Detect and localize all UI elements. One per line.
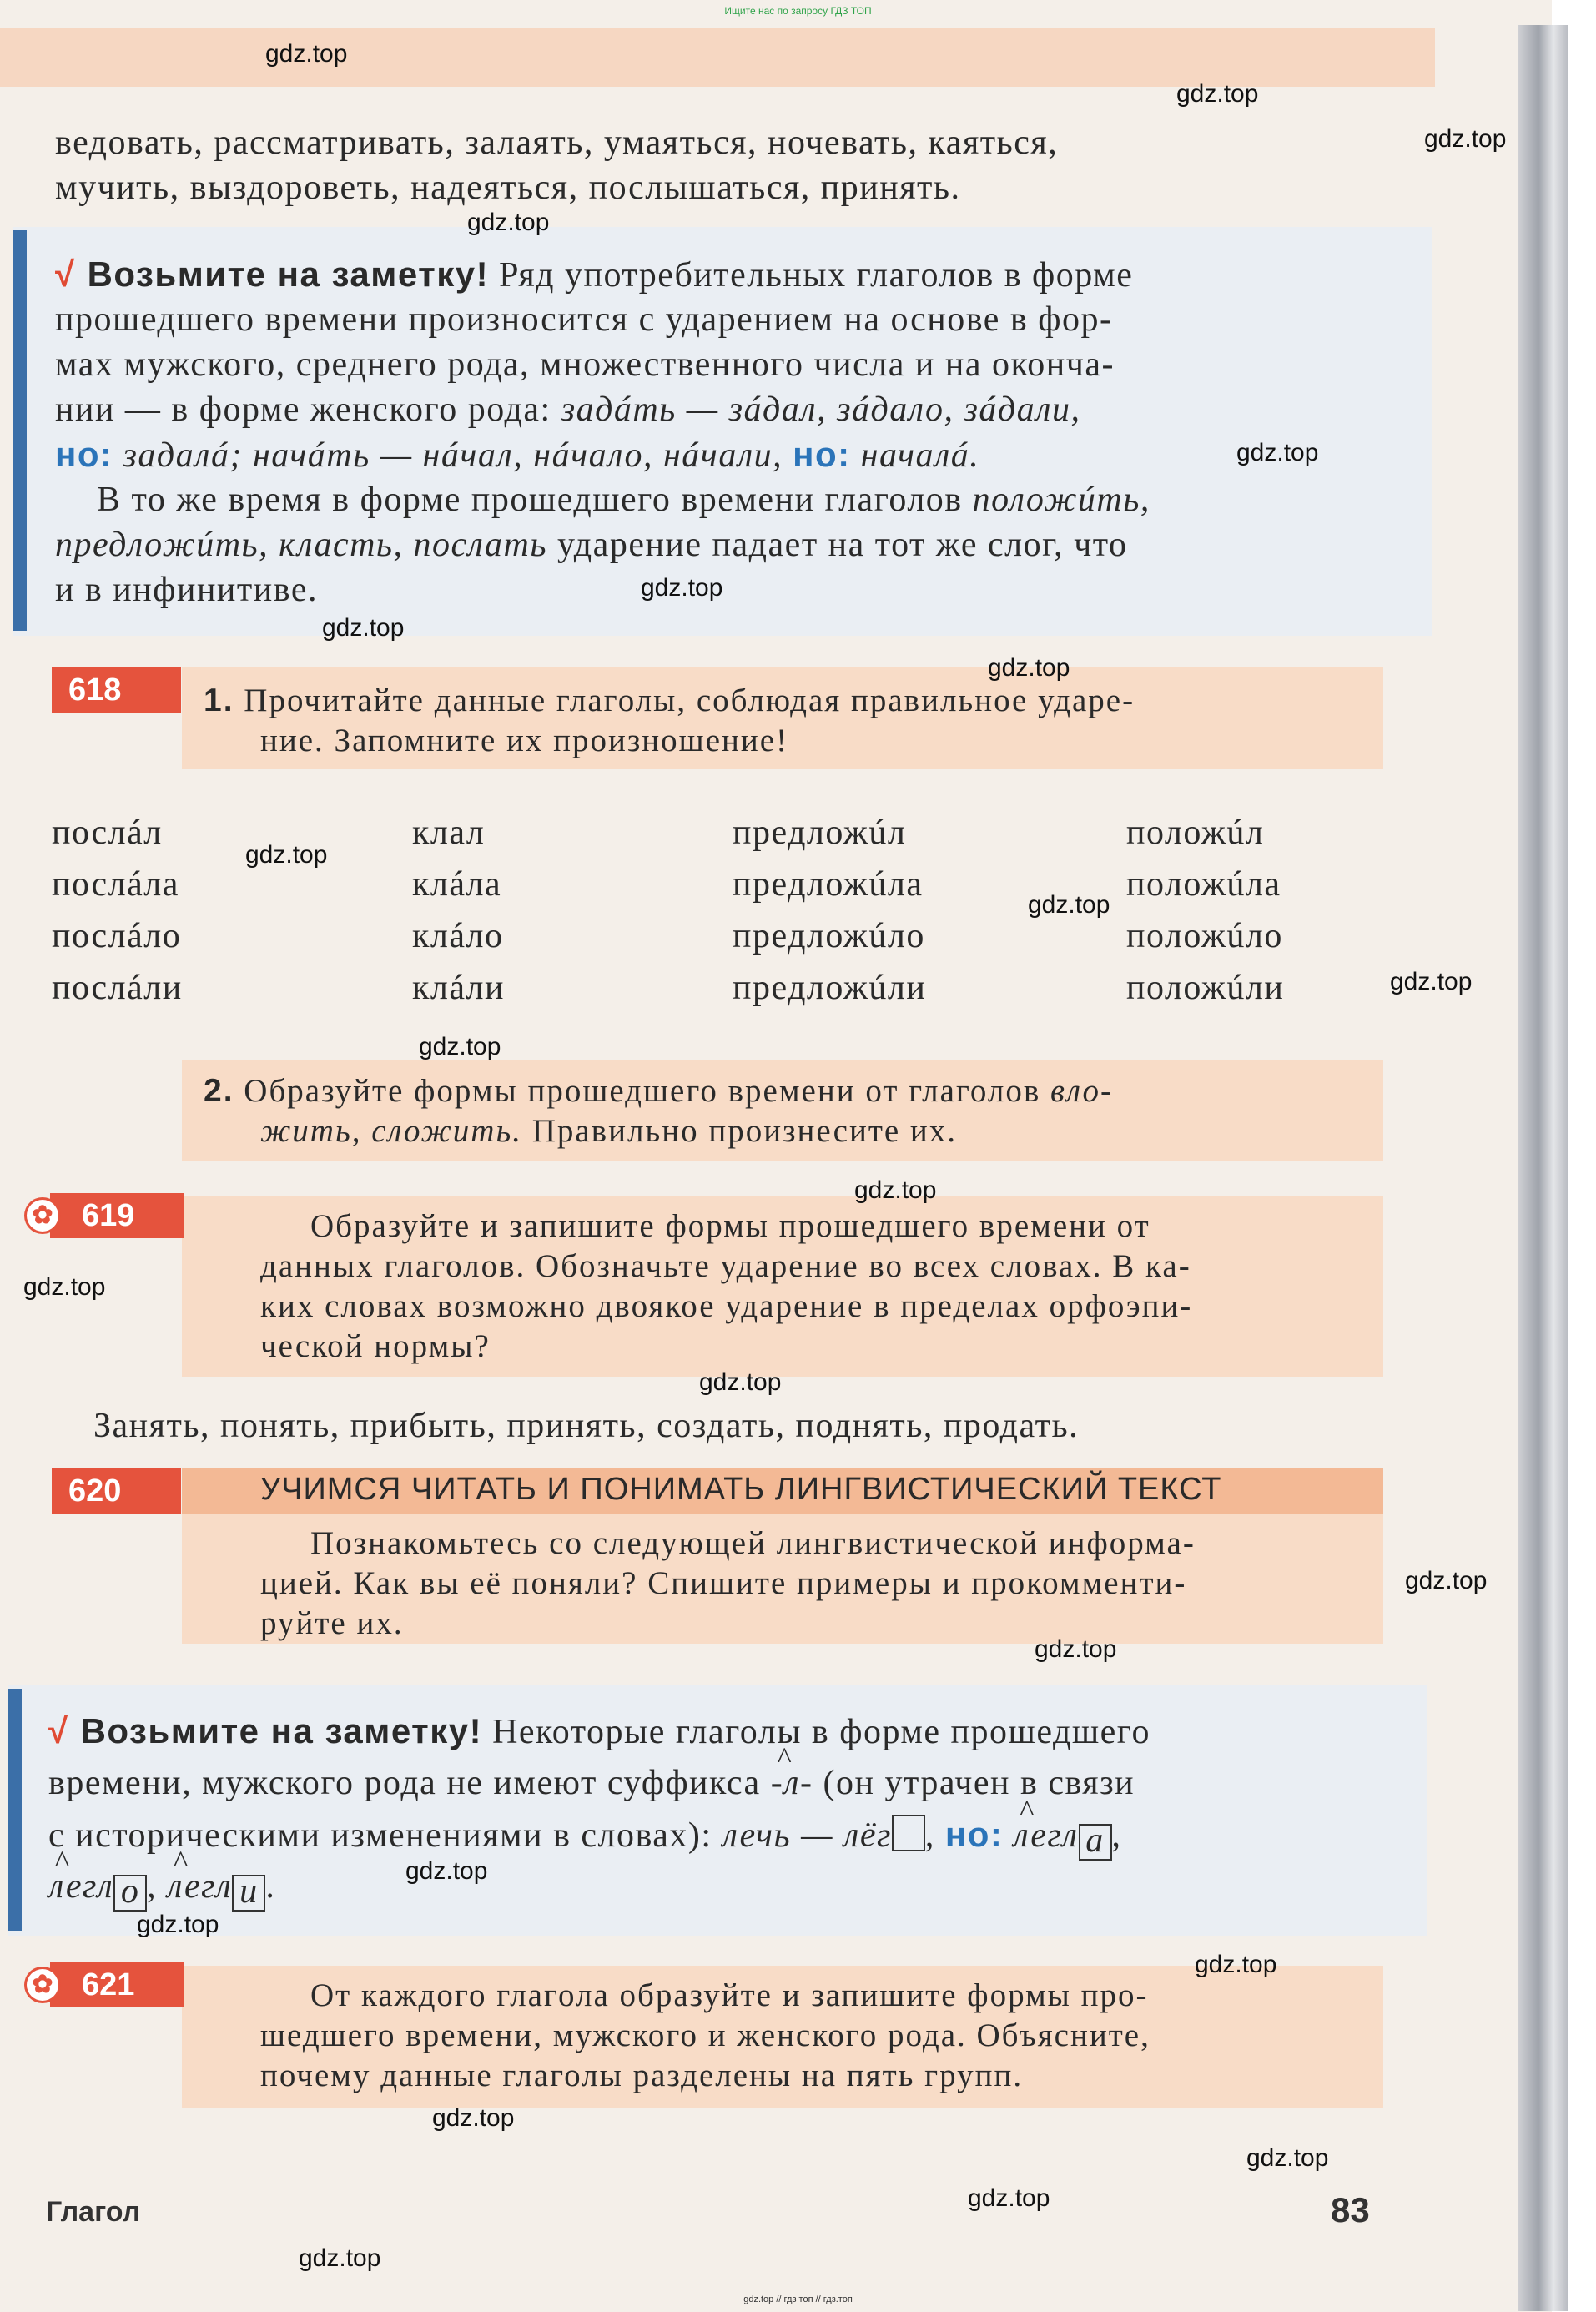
word-col4-3: положúло — [1126, 917, 1283, 955]
watermark: gdz.top — [1195, 1951, 1277, 1978]
ending-box-a: а — [1079, 1824, 1112, 1861]
watermark: gdz.top — [854, 1176, 937, 1204]
watermark: gdz.top — [299, 2244, 381, 2272]
note2-line-2 — [48, 1760, 1135, 1806]
ex618-task1-num: 1. — [204, 683, 234, 718]
note1-no-2: но: — [793, 435, 851, 474]
ex618-task1-line-1 — [204, 681, 1135, 721]
page-number: 83 — [1331, 2190, 1370, 2229]
watermark: gdz.top — [1246, 2144, 1329, 2172]
section-title: Глагол — [46, 2196, 141, 2228]
ex619-number-text: 619 — [82, 1198, 135, 1233]
watermark: gdz.top — [23, 1273, 106, 1301]
watermark: gdz.top — [405, 1857, 488, 1885]
intro-line-2: мучить, выздороветь, надеяться, послышаться, принять. — [55, 169, 961, 207]
note1-p2-verb: положúть, — [972, 481, 1150, 519]
ex618-task1-text: Прочитайте данные глаголы, соблюдая правильное ударе- — [244, 683, 1135, 718]
note1-example-2: задалá; — [123, 436, 243, 475]
ex620-line-2: цией. Как вы её поняли? Спишите примеры и прокомменти- — [260, 1565, 1187, 1601]
note1-line-8: и в инфинитиве. — [55, 571, 318, 609]
watermark: gdz.top — [1236, 439, 1319, 466]
word-col3-1: предложúл — [733, 813, 907, 852]
ex620-header: УЧИМСЯ ЧИТАТЬ И ПОНИМАТЬ ЛИНГВИСТИЧЕСКИЙ ТЕКСТ — [260, 1472, 1222, 1507]
ex618-task2-verbs: жить, сложить. — [260, 1113, 522, 1149]
bottom-hint: gdz.top // гдз топ // гдз.топ — [743, 2294, 853, 2304]
ex621-line-3: почему данные глаголы разделены на пять групп. — [260, 2058, 1024, 2093]
note1-p2-verbs: предложúть, класть, послать — [55, 526, 547, 564]
ending-box-i: и — [232, 1875, 265, 1912]
watermark: gdz.top — [265, 40, 348, 68]
ex619-number — [32, 1193, 184, 1238]
flower-icon: ✿ — [27, 1200, 58, 1232]
watermark: gdz.top — [1028, 891, 1110, 919]
ex619-line-2: данных глаголов. Обозначьте ударение во всех словах. В ка- — [260, 1248, 1191, 1284]
note2-heading: Возьмите на заметку! — [80, 1711, 483, 1750]
note1-line-2: прошедшего времени произносится с ударением на основе в фор- — [55, 300, 1113, 339]
watermark: gdz.top — [988, 654, 1070, 682]
word-col2-3: клáло — [412, 917, 504, 955]
note1-line-1 — [55, 252, 1133, 298]
note1-example-3: начáть — нáчал, нáчало, нáчали, — [252, 436, 783, 475]
word-col4-4: положúли — [1126, 969, 1285, 1007]
note1-line1-text: Ряд употребительных глаголов в форме — [499, 256, 1134, 295]
watermark: gdz.top — [1424, 125, 1507, 153]
note2-example-3: ^ легл — [48, 1864, 113, 1909]
intro-line-1: ведовать, рассматривать, залаять, умаяться, ночевать, каяться, — [55, 123, 1059, 162]
note1-line4-text: нии — в форме женского рода: — [55, 390, 551, 429]
ex618-task2-text: Образуйте формы прошедшего времени от глаголов — [244, 1073, 1041, 1109]
ex620-number: 620 — [52, 1468, 181, 1514]
note1-no-1: но: — [55, 435, 113, 474]
watermark: gdz.top — [245, 841, 328, 869]
check-icon: √ — [55, 254, 76, 294]
ex618-task2-num: 2. — [204, 1073, 234, 1109]
watermark: gdz.top — [1176, 80, 1259, 108]
note2-line1-text: Некоторые глаголы в форме прошедшего — [492, 1713, 1150, 1751]
note1-heading: Возьмите на заметку! — [87, 254, 490, 294]
note2-example-2: ^ легл — [1013, 1813, 1078, 1858]
word-col3-2: предложúла — [733, 865, 924, 904]
ex619-line-3: ких словах возможно двоякое ударение в пределах орфоэпи- — [260, 1288, 1193, 1324]
note2-suffix: ^ -л- — [771, 1760, 813, 1806]
note1-p2-text: В то же время в форме прошедшего времени глаголов — [97, 481, 963, 519]
ex621-number-text: 621 — [82, 1967, 135, 2002]
ex619-line-4: ческой нормы? — [260, 1328, 491, 1364]
word-col2-4: клáли — [412, 969, 505, 1007]
note1-line-6 — [97, 477, 1150, 522]
note2-line3-text: с историческими изменениями в словах): — [48, 1816, 712, 1855]
note1-example-4: началá. — [860, 436, 980, 475]
note2-line-4: ^ легл о , ^ легл и . — [48, 1864, 275, 1912]
note1-line-5 — [55, 432, 979, 478]
book-page-edge — [1518, 25, 1568, 2311]
word-col1-2: послáла — [52, 865, 179, 904]
note2-example-4: ^ легл — [167, 1864, 232, 1909]
ex620-line-3: руйте их. — [260, 1605, 404, 1641]
watermark: gdz.top — [322, 614, 405, 642]
ex621-line-1: От каждого глагола образуйте и запишите формы про- — [310, 1977, 1149, 2013]
watermark: gdz.top — [467, 209, 550, 236]
watermark: gdz.top — [432, 2104, 515, 2132]
ex621-line-2: шедшего времени, мужского и женского рода. Объясните, — [260, 2017, 1150, 2053]
ex618-task2-verb: вло- — [1050, 1073, 1113, 1109]
zero-ending-box — [892, 1815, 925, 1851]
top-hint: Ищите нас по запросу ГДЗ ТОП — [724, 5, 872, 17]
ex620-line-1: Познакомьтесь со следующей лингвистической информа- — [310, 1525, 1196, 1561]
watermark: gdz.top — [699, 1368, 782, 1396]
watermark: gdz.top — [968, 2184, 1050, 2212]
word-col3-3: предложúло — [733, 917, 925, 955]
ex621-number — [32, 1962, 184, 2007]
ex618-task1-line-2: ние. Запомните их произношение! — [260, 723, 789, 758]
watermark: gdz.top — [641, 574, 723, 602]
check-icon: √ — [48, 1711, 69, 1750]
ex618-task2-line-1 — [204, 1071, 1113, 1111]
note2-line2-text: времени, мужского рода не имеют суффикса — [48, 1764, 761, 1802]
word-col4-1: положúл — [1126, 813, 1265, 852]
top-strip — [0, 28, 1435, 87]
note1-example-1: задáть — зáдал, зáдало, зáдали, — [561, 390, 1081, 429]
note1-line-4 — [55, 387, 1081, 432]
watermark: gdz.top — [419, 1033, 501, 1060]
watermark: gdz.top — [1035, 1635, 1117, 1663]
word-col1-4: послáли — [52, 969, 183, 1007]
note1-line-3: мах мужского, среднего рода, множественного числа и на оконча- — [55, 345, 1115, 384]
note2-line2-rest: (он утрачен в связи — [823, 1764, 1135, 1802]
ex618-task2-rest: Правильно произнесите их. — [531, 1113, 958, 1149]
word-col4-2: положúла — [1126, 865, 1281, 904]
note1-bar — [13, 230, 27, 631]
note1-p2-rest: ударение падает на тот же слог, что — [556, 526, 1128, 564]
watermark: gdz.top — [1390, 968, 1473, 995]
word-col2-2: клáла — [412, 865, 502, 904]
note2-line-1 — [48, 1709, 1150, 1755]
word-col2-1: клал — [412, 813, 486, 852]
watermark: gdz.top — [137, 1911, 219, 1938]
ex618-number: 618 — [52, 667, 181, 713]
note2-no: но: — [944, 1815, 1004, 1854]
ex619-line-1: Образуйте и запишите формы прошедшего времени от — [310, 1208, 1150, 1244]
flower-icon: ✿ — [27, 1969, 58, 2001]
note2-bar — [8, 1689, 22, 1931]
word-col3-4: предложúли — [733, 969, 927, 1007]
note2-line-3: с историческими изменениями в словах): лечь — лёг , но: ^ легл а , — [48, 1812, 1122, 1861]
word-col1-1: послáл — [52, 813, 163, 852]
watermark: gdz.top — [1405, 1567, 1488, 1594]
ending-box-o: о — [113, 1875, 147, 1912]
note1-line-7 — [55, 522, 1128, 567]
word-col1-3: послáло — [52, 917, 182, 955]
note2-example-1: лечь — лёг — [722, 1816, 892, 1855]
ex619-words: Занять, понять, прибыть, принять, создать, поднять, продать. — [93, 1407, 1080, 1445]
ex618-task2-line-2 — [260, 1111, 957, 1151]
